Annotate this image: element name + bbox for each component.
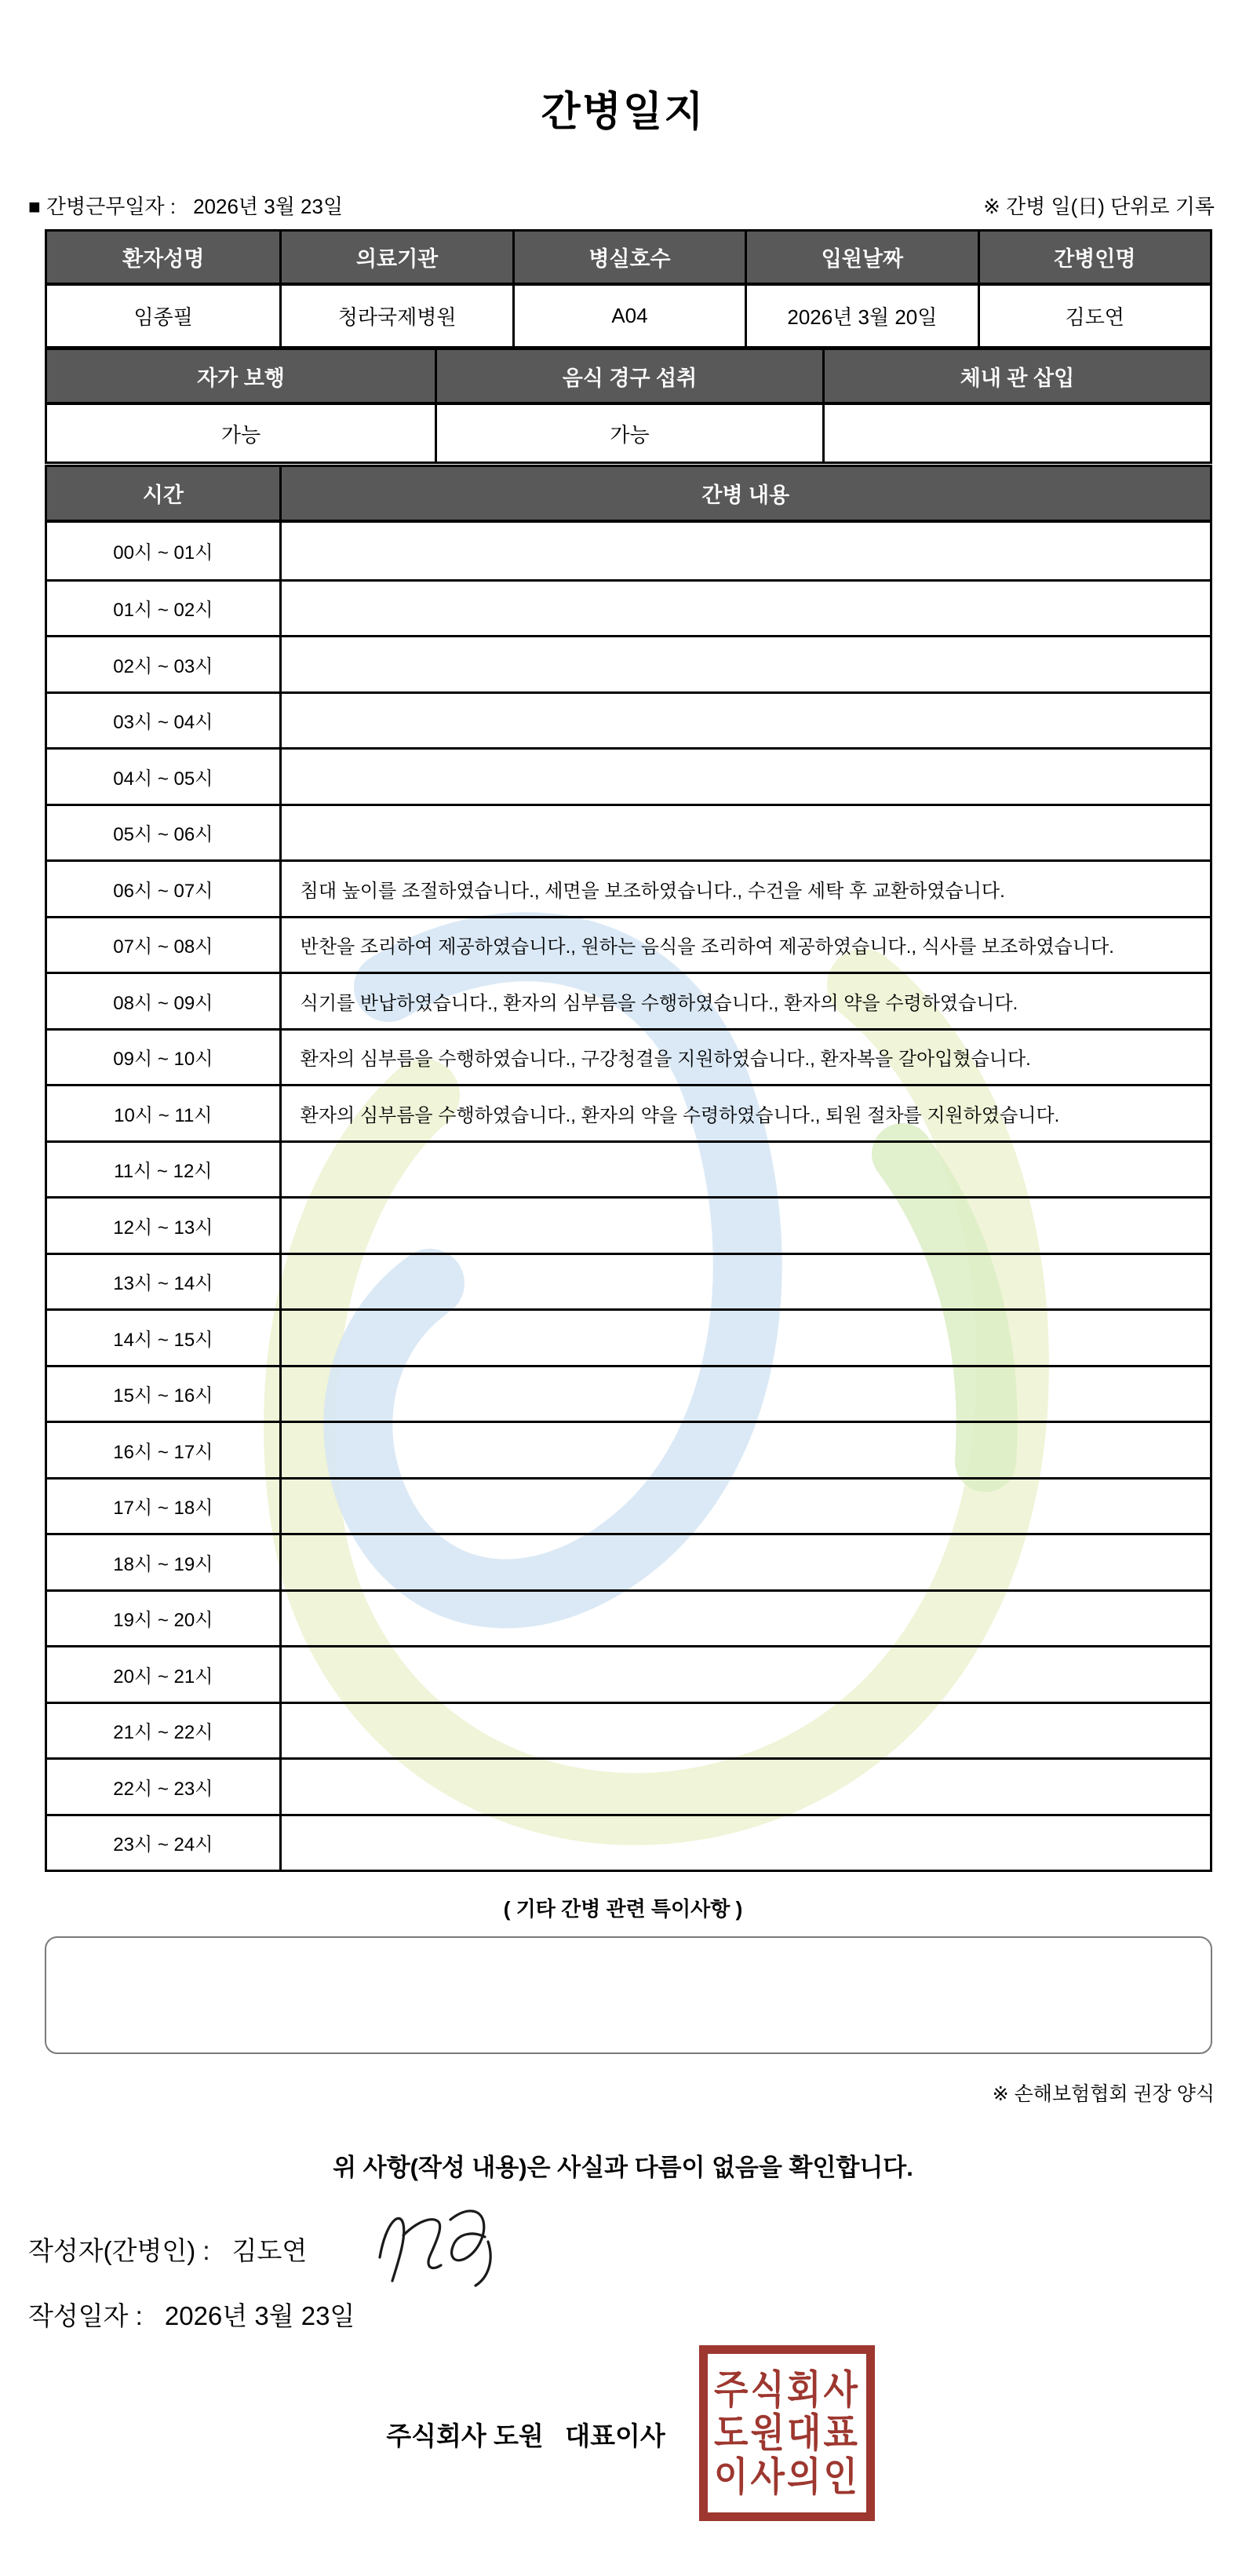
care-log-row: [47, 691, 1210, 748]
care-content-cell: [279, 637, 1210, 691]
care-log-row: [47, 1028, 1210, 1085]
signature: [369, 2190, 534, 2292]
patient-table-value-row: [47, 286, 1210, 346]
write-date-line: [28, 2296, 355, 2333]
care-log-row: [47, 1589, 1210, 1646]
time-cell: 06시 ~ 07시: [113, 880, 213, 902]
caregiver-header: 간병인명: [978, 232, 1210, 283]
page-title: 간병일지: [541, 89, 705, 135]
care-content-cell: [279, 1816, 1210, 1870]
patient-name-header: 환자성명: [122, 247, 205, 271]
time-cell: 09시 ~ 10시: [113, 1049, 213, 1071]
caregiver-value: 김도연: [978, 286, 1210, 346]
care-content-cell: [279, 1199, 1210, 1253]
time-cell: 02시 ~ 03시: [113, 655, 213, 677]
care-log-row: [47, 1645, 1210, 1702]
oral-intake-value: 가능: [435, 405, 822, 462]
patient-info-table: [45, 229, 1212, 348]
time-cell: 04시 ~ 05시: [113, 768, 213, 790]
time-cell: 18시 ~ 19시: [113, 1553, 213, 1575]
care-log-row: [47, 1084, 1210, 1140]
stamp-line-2: 도원대표: [714, 2410, 860, 2456]
time-cell: 05시 ~ 06시: [113, 824, 213, 846]
unit-note: ※ 간병 일(日) 단위로 기록: [983, 195, 1215, 218]
hospital-header: 의료기관: [279, 232, 512, 283]
care-log-header-row: [47, 467, 1210, 523]
time-cell: 15시 ~ 16시: [113, 1385, 213, 1407]
care-content-cell: [279, 523, 1210, 579]
care-content-cell: [279, 1367, 1210, 1421]
care-content-cell: 반찬을 조리하여 제공하였습니다., 원하는 음식을 조리하여 제공하였습니다., 식사를 보조하였습니다.: [279, 918, 1210, 972]
self-walking-header: 자가 보행: [197, 366, 285, 390]
company-line: 주식회사 도원 대표이사: [386, 2421, 665, 2450]
care-content-cell: 침대 높이를 조절하였습니다., 세면을 보조하였습니다., 수건을 세탁 후 교환하였습니다.: [279, 862, 1210, 916]
notes-title: ( 기타 간병 관련 특이사항 ): [503, 1897, 743, 1921]
care-content-cell: [279, 1592, 1210, 1646]
care-log-row: [47, 1365, 1210, 1421]
care-content-cell: [279, 1760, 1210, 1814]
stamp-line-3: 이사의인: [714, 2454, 860, 2499]
care-content-cell: [279, 1311, 1210, 1365]
care-log-row: [47, 859, 1210, 916]
notes-box: [45, 1936, 1212, 2054]
room-header: 병실호수: [512, 232, 745, 283]
tube-insertion-header: 체내 관 삽입: [822, 350, 1210, 402]
writer-label: 작성자(간병인) :: [28, 2236, 210, 2265]
status-table-header-row: [47, 350, 1210, 405]
care-log-row: [47, 1253, 1210, 1309]
care-content-header: 간병 내용: [279, 467, 1210, 520]
time-cell: 07시 ~ 08시: [113, 936, 213, 958]
time-cell: 12시 ~ 13시: [113, 1217, 213, 1239]
care-content-cell: [279, 1255, 1210, 1309]
time-cell: 11시 ~ 12시: [114, 1161, 213, 1183]
time-cell: 22시 ~ 23시: [113, 1778, 213, 1800]
care-log-row: [47, 1140, 1210, 1197]
time-cell: 03시 ~ 04시: [113, 712, 213, 734]
writer-line: [28, 2231, 307, 2268]
company-seal-stamp: [699, 2345, 875, 2521]
care-content-cell: [279, 1143, 1210, 1197]
patient-name-value: 임종필: [133, 305, 193, 329]
care-log-row: [47, 1421, 1210, 1477]
work-date-label: ■ 간병근무일자 :: [28, 195, 177, 218]
care-log-row: [47, 1533, 1210, 1589]
care-content-cell: 환자의 심부름을 수행하였습니다., 구강청결을 지원하였습니다., 환자복을 갈아입혔습니다.: [279, 1031, 1210, 1085]
meta-row: [28, 191, 1215, 220]
time-cell: 19시 ~ 20시: [113, 1610, 213, 1632]
status-table-value-row: [47, 405, 1210, 462]
care-content-cell: [279, 1535, 1210, 1589]
self-walking-value: 가능: [220, 422, 261, 447]
time-header: 시간: [142, 483, 184, 507]
status-table: [45, 348, 1212, 464]
time-cell: 08시 ~ 09시: [113, 992, 213, 1014]
care-log-row: [47, 804, 1210, 860]
admission-date-value: 2026년 3월 20일: [745, 286, 977, 346]
time-cell: 23시 ~ 24시: [113, 1834, 213, 1856]
care-content-cell: [279, 1480, 1210, 1534]
care-log-row: [47, 916, 1210, 972]
time-cell: 01시 ~ 02시: [113, 600, 213, 622]
time-cell: 00시 ~ 01시: [113, 542, 213, 564]
oral-intake-header: 음식 경구 섭취: [435, 350, 822, 402]
care-log-row: [47, 972, 1210, 1028]
tube-insertion-value: [822, 405, 1210, 462]
care-log-row: [47, 1814, 1210, 1870]
time-cell: 21시 ~ 22시: [113, 1722, 213, 1744]
confirmation-statement: 위 사항(작성 내용)은 사실과 다름이 없음을 확인합니다.: [333, 2154, 913, 2181]
time-cell: 13시 ~ 14시: [113, 1273, 213, 1295]
patient-table-header-row: [47, 232, 1210, 286]
care-content-cell: 식기를 반납하였습니다., 환자의 심부름을 수행하였습니다., 환자의 약을 수령하였습니다.: [279, 974, 1210, 1028]
care-log-body: [47, 523, 1210, 1870]
writer-name: 김도연: [231, 2236, 308, 2265]
hospital-value: 청라국제병원: [279, 286, 512, 346]
work-date-line: [28, 191, 343, 220]
care-content-cell: [279, 694, 1210, 748]
room-value: A04: [512, 286, 745, 346]
care-content-cell: [279, 750, 1210, 804]
care-log-table: [45, 465, 1212, 1872]
care-content-cell: [279, 1423, 1210, 1477]
time-cell: 14시 ~ 15시: [113, 1329, 213, 1351]
care-content-cell: 환자의 심부름을 수행하였습니다., 환자의 약을 수령하였습니다., 퇴원 절차를 지원하였습니다.: [279, 1086, 1210, 1140]
care-log-row: [47, 1308, 1210, 1365]
work-date-value: 2026년 3월 23일: [193, 195, 344, 218]
care-content-cell: [279, 1704, 1210, 1758]
admission-date-header: 입원날짜: [745, 232, 977, 283]
care-log-row: [47, 635, 1210, 691]
time-cell: 10시 ~ 11시: [114, 1104, 213, 1126]
care-log-row: [47, 523, 1210, 579]
care-content-cell: [279, 582, 1210, 636]
care-log-row: [47, 1702, 1210, 1758]
time-cell: 20시 ~ 21시: [113, 1666, 213, 1688]
care-log-row: [47, 1477, 1210, 1534]
care-content-cell: [279, 806, 1210, 860]
time-cell: 16시 ~ 17시: [113, 1441, 213, 1463]
stamp-line-1: 주식회사: [714, 2366, 860, 2413]
write-date-value: 2026년 3월 23일: [164, 2301, 355, 2330]
form-note: ※ 손해보험협회 권장 양식: [992, 2083, 1215, 2105]
care-log-row: [47, 579, 1210, 636]
care-log-row: [47, 1757, 1210, 1814]
write-date-label: 작성일자 :: [28, 2301, 143, 2330]
care-content-cell: [279, 1647, 1210, 1702]
time-cell: 17시 ~ 18시: [113, 1498, 213, 1520]
care-log-row: [47, 747, 1210, 804]
care-log-row: [47, 1196, 1210, 1253]
